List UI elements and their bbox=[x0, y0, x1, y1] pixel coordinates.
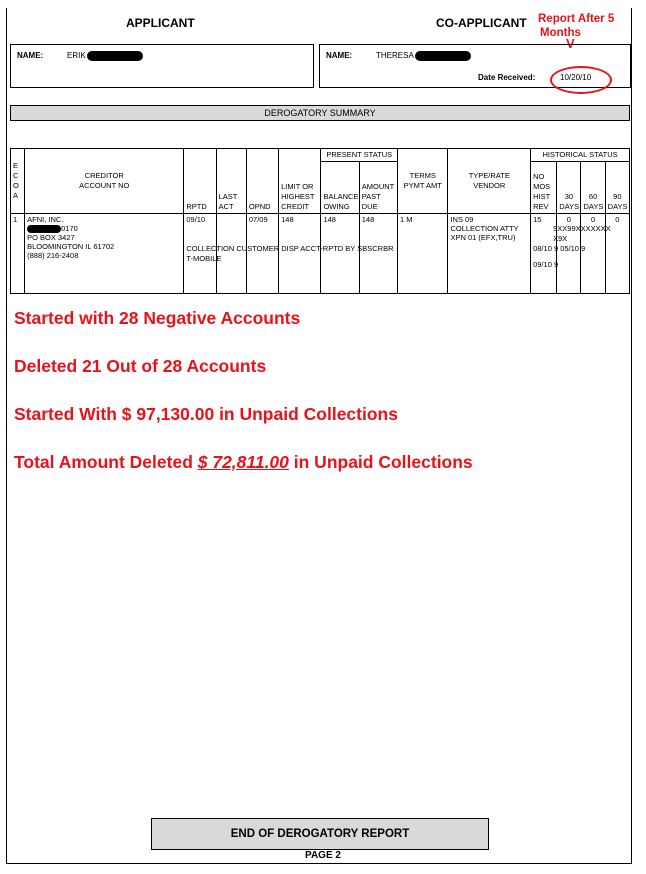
date-highlight-circle bbox=[550, 66, 612, 94]
row-hist2: X9X bbox=[553, 234, 568, 243]
col-30-days-line2: DAYS bbox=[559, 202, 580, 211]
row-address1: PO BOX 3427 bbox=[27, 233, 75, 243]
row-address2: BLOOMINGTON IL 61702 bbox=[27, 242, 115, 252]
row-ecoa: 1 bbox=[11, 214, 25, 294]
date-received-value: 10/20/10 bbox=[560, 73, 592, 82]
co-applicant-heading: CO-APPLICANT bbox=[436, 16, 527, 30]
co-applicant-name-value bbox=[376, 51, 471, 61]
row-60-days: 0 bbox=[581, 214, 605, 294]
col-ecoa-e: E bbox=[13, 161, 19, 170]
col-limit-line2: HIGHEST bbox=[281, 192, 315, 201]
applicant-heading: APPLICANT bbox=[126, 16, 195, 30]
col-no-mos-line3: HIST bbox=[533, 192, 551, 201]
col-balance-line2: OWING bbox=[323, 202, 350, 211]
row-terms: 1 M bbox=[398, 214, 448, 294]
row-creditor-name: AFNI, INC. bbox=[27, 215, 64, 224]
applicant-first-name: ERIK bbox=[67, 51, 86, 61]
col-terms bbox=[398, 149, 448, 214]
row-type2: COLLECTION ATTY bbox=[450, 224, 519, 233]
row-rptd-value: 09/10 bbox=[186, 215, 206, 224]
page-border bbox=[6, 8, 632, 864]
col-creditor-line2: ACCOUNT NO bbox=[79, 181, 130, 190]
col-ecoa-o: O bbox=[13, 181, 19, 190]
summary-deleted-amount: $ 72,811.00 bbox=[197, 452, 289, 472]
col-ecoa-a: A bbox=[13, 191, 19, 200]
col-limit bbox=[279, 149, 321, 214]
co-applicant-name-label: NAME: bbox=[326, 51, 353, 60]
report-annotation-line1: Report After 5 bbox=[538, 13, 615, 25]
col-90-days bbox=[605, 162, 629, 214]
row-90-days: 0 bbox=[605, 214, 629, 294]
col-limit-line1: LIMIT OR bbox=[281, 182, 314, 191]
applicant-box bbox=[10, 44, 314, 88]
row-amount-past-due: 148 bbox=[359, 214, 397, 294]
date-received-label: Date Received: bbox=[478, 73, 536, 82]
present-status-header: PRESENT STATUS bbox=[321, 149, 398, 162]
col-amount-line2: PAST bbox=[361, 192, 381, 201]
report-annotation bbox=[538, 12, 614, 40]
col-no-mos-line2: MOS bbox=[533, 182, 551, 191]
col-30-days bbox=[557, 162, 581, 214]
end-of-report-banner: END OF DEROGATORY REPORT bbox=[151, 818, 489, 850]
row-no-mos bbox=[531, 214, 611, 294]
col-amount-line3: DUE bbox=[361, 202, 378, 211]
page-number: PAGE 2 bbox=[305, 850, 341, 861]
table-row bbox=[11, 214, 630, 294]
col-type bbox=[448, 149, 531, 214]
applicant-name-value bbox=[67, 51, 143, 61]
col-creditor-line1: CREDITOR bbox=[84, 171, 124, 180]
col-90-days-line2: DAYS bbox=[607, 202, 628, 211]
summary-line-2: Deleted 21 Out of 28 Accounts bbox=[14, 356, 267, 376]
col-60-days-line2: DAYS bbox=[583, 202, 604, 211]
row-account-suffix: 0170 bbox=[61, 224, 78, 233]
col-opnd: OPND bbox=[246, 149, 278, 214]
row-account-no bbox=[27, 224, 181, 233]
row-phone: (888) 216-2408 bbox=[27, 251, 79, 261]
redaction-block bbox=[415, 51, 471, 61]
col-60-days bbox=[581, 162, 605, 214]
row-limit: 148 bbox=[279, 214, 321, 294]
row-creditor bbox=[25, 214, 184, 294]
historical-status-header: HISTORICAL STATUS bbox=[531, 149, 630, 162]
row-no-mos-value: 15 bbox=[533, 215, 542, 224]
col-no-mos bbox=[531, 162, 557, 214]
redaction-block bbox=[87, 51, 143, 61]
col-amount bbox=[359, 162, 397, 214]
row-hist3: 08/10 9 05/10 9 bbox=[533, 244, 586, 253]
row-hist1: 9XX99XXXXXXX bbox=[553, 224, 611, 233]
col-90-days-line1: 90 bbox=[613, 192, 622, 201]
row-remark2: T-MOBILE bbox=[186, 254, 222, 263]
derogatory-table bbox=[10, 148, 630, 294]
col-ecoa bbox=[11, 149, 25, 214]
derogatory-summary-banner: DEROGATORY SUMMARY bbox=[10, 105, 630, 121]
co-applicant-first-name: THERESA bbox=[376, 51, 414, 61]
col-rptd: RPTD bbox=[184, 149, 216, 214]
col-terms-line2: PYMT AMT bbox=[403, 181, 442, 190]
summary-line-1: Started with 28 Negative Accounts bbox=[14, 308, 301, 328]
summary-line-4-prefix: Total Amount Deleted bbox=[14, 452, 198, 472]
row-30-days: 0 bbox=[557, 214, 581, 294]
col-last-act-line2: ACT bbox=[218, 202, 234, 211]
col-no-mos-line4: REV bbox=[533, 202, 549, 211]
summary-line-4 bbox=[14, 452, 473, 473]
summary-line-3: Started With $ 97,130.00 in Unpaid Collections bbox=[14, 404, 398, 424]
col-balance-line1: BALANCE bbox=[323, 192, 359, 201]
row-history bbox=[533, 224, 611, 270]
row-type3: XPN 01 (EFX,TRU) bbox=[450, 233, 516, 242]
col-last-act-line1: LAST bbox=[218, 192, 238, 201]
col-type-line2: VENDOR bbox=[473, 181, 506, 190]
row-hist4: 09/10 9 bbox=[533, 260, 559, 269]
applicant-name-label: NAME: bbox=[17, 51, 44, 60]
row-remarks bbox=[186, 244, 393, 264]
row-type1: INS 09 bbox=[450, 215, 474, 224]
col-60-days-line1: 60 bbox=[588, 192, 598, 201]
row-opnd: 07/09 bbox=[246, 214, 278, 294]
annotation-arrow-icon: V bbox=[566, 36, 575, 51]
col-30-days-line1: 30 bbox=[564, 192, 574, 201]
col-balance bbox=[321, 162, 359, 214]
col-creditor bbox=[25, 149, 184, 214]
summary-line-4-suffix: in Unpaid Collections bbox=[288, 452, 473, 472]
report-annotation-line2: Months bbox=[540, 27, 581, 39]
row-balance: 148 bbox=[321, 214, 359, 294]
col-limit-line3: CREDIT bbox=[281, 202, 310, 211]
col-type-line1: TYPE/RATE bbox=[468, 171, 510, 180]
col-terms-line1: TERMS bbox=[409, 171, 436, 180]
row-remark1: COLLECTION CUSTOMER DISP ACCT-RPTD BY SBSCRBR bbox=[186, 244, 394, 253]
row-type bbox=[448, 214, 531, 294]
col-last-act bbox=[216, 149, 246, 214]
col-no-mos-line1: NO bbox=[533, 172, 545, 181]
col-ecoa-c: C bbox=[13, 171, 19, 180]
col-amount-line1: AMOUNT bbox=[361, 182, 395, 191]
redaction-block bbox=[27, 225, 61, 233]
